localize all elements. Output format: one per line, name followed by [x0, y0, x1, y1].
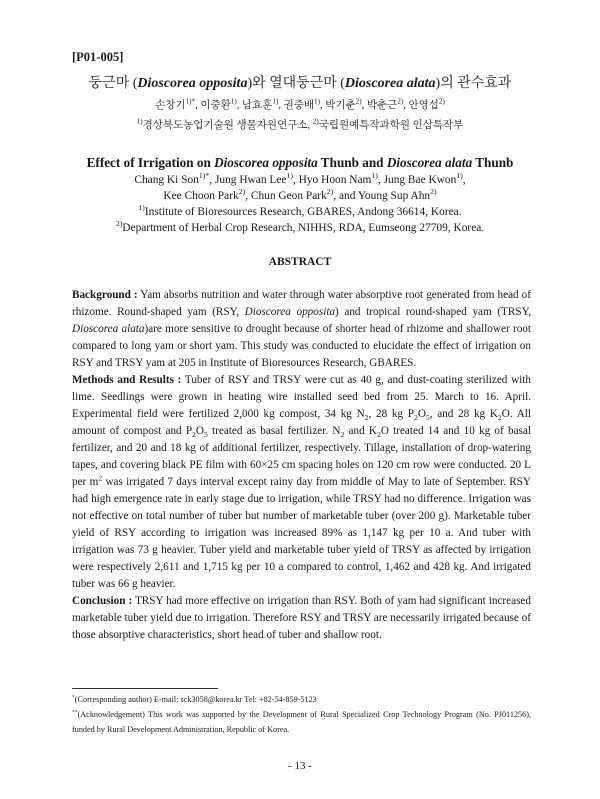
abstract-heading: ABSTRACT	[268, 256, 332, 268]
author: Chun Geon Park$^{2)}$	[250, 187, 334, 202]
author: 손창기$^{1)*}$	[155, 97, 196, 111]
conclusion-paragraph: Conclusion : TRSY had more effective on irrigation than RSY. Both of yam had significant increased marketable tuber yield due to irrigation. Therefore RSY and TRSY are necessarily irrigated because of those absorptive characteristics, short head of tuber and shallow root.	[72, 595, 531, 641]
english-affiliation-2: $^{2)}$Department of Herbal Crop Research, NIHHS, RDA, Eumseong 27709, Korea.	[115, 219, 485, 234]
author: Jung Bae Kwon$^{1)}$	[383, 171, 463, 186]
footnote-acknowledgement: **(Acknowledgement) This work was supported by the Development of Rural Specialized Crop Technology Program (No. PJ011256), funded by Rural Development Administration, Republic of Korea.	[72, 709, 531, 734]
author: 박기춘$^{2)}$	[325, 97, 362, 111]
footnote-divider	[72, 688, 218, 689]
section-label: Conclusion :	[72, 595, 133, 607]
species-name: Dioscorea opposita	[214, 155, 318, 170]
author: 안영섭$^{2)}$	[408, 97, 445, 111]
korean-authors: 손창기$^{1)*}$, 이중환$^{1)}$, 남효훈$^{1)}$, 권중배$^{1)}$, 박기춘$^{2)}$, 박춘근$^{2)}$, 안영섭$^{2)}$	[155, 97, 445, 111]
species-name: Dioscorea opposita	[137, 76, 248, 91]
author: Hyo Hoon Nam$^{1)}$	[298, 171, 378, 186]
species-name: Dioscorea alata	[386, 155, 473, 170]
background-paragraph: Background : Yam absorbs nutrition and water through water absorptive root generated from head of rhizome. Round-shaped yam (RSY, Dioscorea opposita) and tropical round-shaped yam (TRSY, Dioscorea alata)are more sensitive to drought because of shorter head of rhizome and shallower root compared to long yam or short yam. This study was conducted to elucidate the effect of irrigation on RSY and TRSY yam at 205 in Institute of Bioresources Research, GBARES.	[72, 289, 532, 369]
species-name: Dioscorea opposita	[244, 306, 336, 318]
methods-paragraph: Methods and Results : Tuber of RSY and TRSY were cut as 40 g, and dust-coating sterilized with lime. Seedlings were grown in heating wire installed seed bed from 25. March to 16. April. Experimental field were fertilized 2,000 kg compost, 34 kg $N_2$, 28 kg $P_2O_5$, and 28 kg $K_2O$. All amount of compost and $P_2O_5$ treated as basal fertilizer. $N_2$ and $K_2O$ treated 14 and 10 kg of basal fertilizer, and 20 and 18 kg of additional fertilizer, respectively. Tillage, installation of drop-watering tapes, and covering black PE film with 60×25 cm spacing holes on 120 cm row were conducted. 20 L per $m^2$ was irrigated 7 days interval except rainy day from middle of May to late of September. RSY had high emergence rate in early stage due to irrigation, while TRSY had no difference. Irrigation was not effective on total number of tuber but number of marketable tuber (over 200 g). Marketable tuber yield of RSY according to irrigation was increased 89% as 1,147 kg per 10 a. And tuber with irrigation was 73 g heavier. Tuber yield and marketable tuber yield of TRSY as affected by irrigation were respectively 2,611 and 1,715 kg per 10 a compared to control, 1,462 and 428 kg. And irrigated tuber was 66 g heavier.	[72, 374, 531, 590]
page-number: - 13 -	[288, 760, 312, 772]
author: Jung Hwan Lee$^{1)}$	[214, 171, 293, 186]
english-authors-line1: Chang Ki Son$^{1)*}$, Jung Hwan Lee$^{1)}$, Hyo Hoon Nam$^{1)}$, Jung Bae Kwon$^{1)}$,	[134, 171, 466, 186]
english-affiliation-1: $^{1)}$Institute of Bioresources Research, GBARES, Andong 36614, Korea.	[138, 203, 462, 218]
korean-title: 둥근마 (Dioscorea opposita)와 열대둥근마 (Dioscorea alata)의 관수효과	[88, 76, 512, 91]
section-label: Background :	[72, 289, 138, 301]
korean-affiliations: $^{1)}$경상북도농업기술원 생물자원연구소, $^{2)}$국립원예특작과학원 인삼특작부	[136, 117, 464, 131]
english-title: Effect of Irrigation on Dioscorea opposita Thunb and Dioscorea alata Thunb	[86, 155, 514, 170]
abstract-code: [P01-005]	[72, 50, 124, 64]
section-label: Methods and Results :	[72, 374, 182, 386]
author: Kee Choon Park$^{2)}$	[163, 187, 246, 202]
author: 박춘근$^{2)}$	[366, 97, 404, 111]
author: 남효훈$^{1)}$	[241, 97, 279, 111]
author: 이중환$^{1)}$	[200, 97, 237, 111]
species-name: Dioscorea alata	[344, 76, 436, 91]
english-authors-line2: Kee Choon Park$^{2)}$, Chun Geon Park$^{2)}$, and Young Sup Ahn$^{2)}$	[163, 187, 437, 202]
author: 권중배$^{1)}$	[283, 97, 320, 111]
species-name: Dioscorea alata	[72, 323, 145, 335]
abstract-body	[72, 287, 531, 644]
author: Chang Ki Son$^{1)*}$	[134, 171, 210, 186]
footnote-corresponding: *(Corresponding author) E-mail: sck3058@korea.kr Tel: +82-54-859-5123	[72, 694, 317, 704]
author: Young Sup Ahn$^{2)}$	[357, 187, 437, 202]
